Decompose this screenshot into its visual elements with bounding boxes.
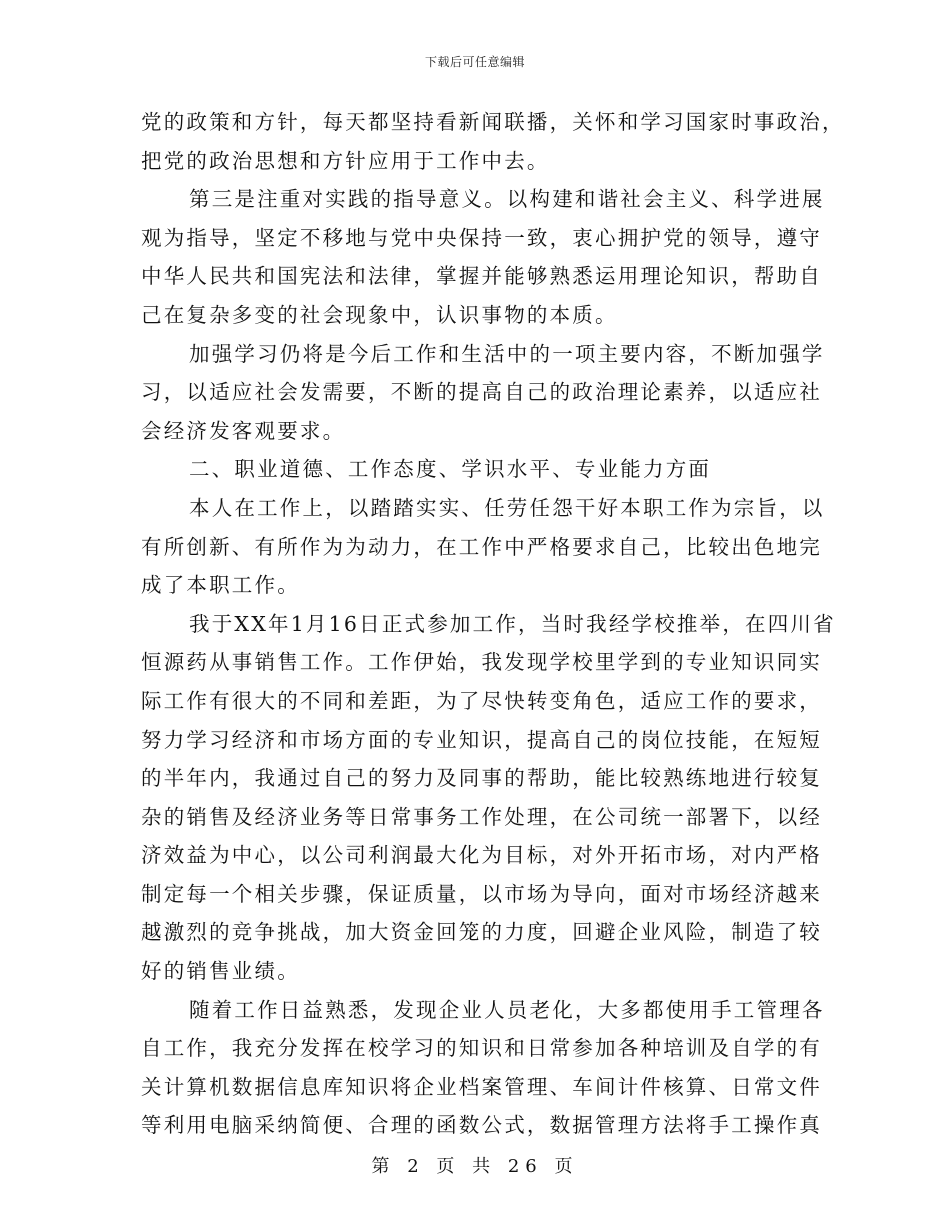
text-line: 关计算机数据信息库知识将企业档案管理、车间计件核算、日常文件	[141, 1074, 822, 1099]
text-line: 杂的销售及经济业务等日常事务工作处理，在公司统一部署下，以经	[141, 804, 822, 829]
document-body	[141, 103, 845, 1145]
text-line: 恒源药从事销售工作。工作伊始，我发现学校里学到的专业知识同实	[141, 650, 822, 675]
page-number-footer: 第 2 页 共 26 页	[371, 1156, 579, 1177]
text-line: 好的销售业绩。	[141, 959, 300, 984]
text-line: 我于XX年1月16日正式参加工作，当时我经学校推举，在四川省	[189, 611, 836, 636]
text-line: 己在复杂多变的社会现象中，认识事物的本质。	[141, 302, 618, 327]
text-line: 制定每一个相关步骤，保证质量，以市场为导向，面对市场经济越来	[141, 881, 822, 906]
text-line: 有所创新、有所作为为动力，在工作中严格要求自己，比较出色地完	[141, 534, 822, 559]
text-line: 努力学习经济和市场方面的专业知识，提高自己的岗位技能，在短短	[141, 727, 822, 752]
text-line: 越激烈的竞争挑战，加大资金回笼的力度，回避企业风险，制造了较	[141, 920, 822, 945]
text-line: 把党的政治思想和方针应用于工作中去。	[141, 148, 550, 173]
text-line: 中华人民共和国宪法和法律，掌握并能够熟悉运用理论知识，帮助自	[141, 264, 822, 289]
text-line: 党的政策和方针，每天都坚持看新闻联播，关怀和学习国家时事政治，	[141, 110, 845, 134]
text-line: 济效益为中心，以公司利润最大化为目标，对外开拓市场，对内严格	[141, 843, 822, 868]
page-header: 下载后可任意编辑	[424, 55, 525, 69]
text-line: 际工作有很大的不同和差距，为了尽快转变角色，适应工作的要求，	[141, 688, 822, 713]
text-line: 的半年内，我通过自己的努力及同事的帮助，能比较熟练地进行较复	[141, 766, 822, 791]
text-line: 加强学习仍将是今后工作和生活中的一项主要内容，不断加强学	[189, 341, 825, 366]
section-heading: 二、职业道德、工作态度、学识水平、专业能力方面	[189, 457, 712, 482]
text-line: 观为指导，坚定不移地与党中央保持一致，衷心拥护党的领导，遵守	[141, 225, 822, 250]
text-line: 会经济发客观要求。	[141, 418, 346, 443]
text-line: 自工作，我充分发挥在校学习的知识和日常参加各种培训及自学的有	[141, 1036, 822, 1061]
text-line: 习，以适应社会发需要，不断的提高自己的政治理论素养，以适应社	[141, 380, 822, 405]
text-line: 随着工作日益熟悉，发现企业人员老化，大多都使用手工管理各	[189, 997, 825, 1022]
text-line: 等利用电脑采纳简便、合理的函数公式，数据管理方法将手工操作真	[141, 1113, 822, 1138]
text-line: 成了本职工作。	[141, 573, 300, 598]
text-line: 第三是注重对实践的指导意义。以构建和谐社会主义、科学进展	[189, 187, 825, 212]
text-line: 本人在工作上，以踏踏实实、任劳任怨干好本职工作为宗旨，以	[189, 495, 825, 520]
